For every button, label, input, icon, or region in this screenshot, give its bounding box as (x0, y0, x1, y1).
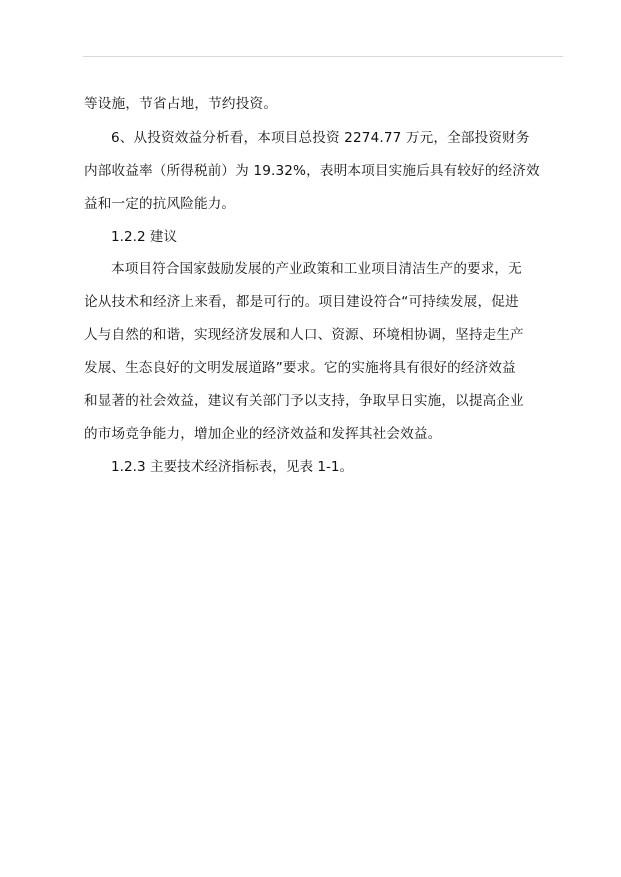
paragraph-line-risk: 益和一定的抗风险能力。 (84, 196, 236, 212)
paragraph-line-harmony: 人与自然的和谐，实现经济发展和人口、资源、环境相协调，坚持走生产 (84, 327, 524, 343)
paragraph-line-investment-analysis: 6、从投资效益分析看，本项目总投资 2274.77 万元，全部投资财务 (111, 130, 530, 146)
header-divider (83, 56, 563, 57)
section-heading-indicators: 1.2.3 主要技术经济指标表，见表 1-1。 (111, 459, 354, 475)
paragraph-line-development: 发展、生态良好的文明发展道路”要求。它的实施将具有很好的经济效益 (84, 360, 516, 376)
paragraph-line-feasibility: 论从技术和经济上来看，都是可行的。项目建设符合“可持续发展，促进 (84, 294, 519, 310)
paragraph-line-support: 和显著的社会效益，建议有关部门予以支持，争取早日实施，以提高企业 (84, 393, 524, 409)
section-heading-suggestion: 1.2.2 建议 (111, 229, 178, 245)
paragraph-line-continuation: 等设施，节省占地，节约投资。 (84, 96, 278, 112)
paragraph-line-policy: 本项目符合国家鼓励发展的产业政策和工业项目清洁生产的要求，无 (111, 261, 522, 277)
paragraph-line-irr: 内部收益率（所得税前）为 19.32%，表明本项目实施后具有较好的经济效 (84, 163, 540, 179)
paragraph-line-competitiveness: 的市场竞争能力，增加企业的经济效益和发挥其社会效益。 (84, 426, 442, 442)
